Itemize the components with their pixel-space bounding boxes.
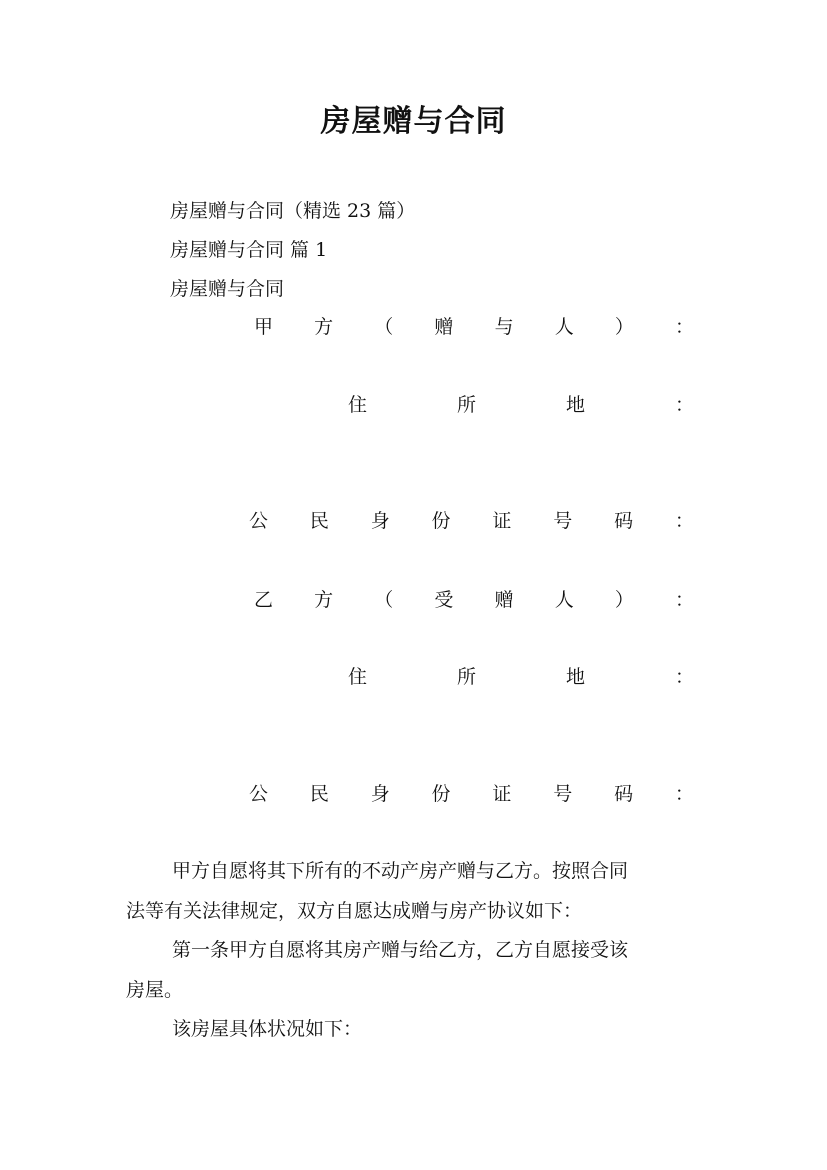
label-char: 人 xyxy=(554,316,574,338)
label-char: 乙 xyxy=(254,589,274,611)
label-char: 赠 xyxy=(494,589,514,611)
label-char: （ xyxy=(374,589,394,611)
label-char: ： xyxy=(674,394,694,416)
party-a-label xyxy=(254,314,694,340)
label-char: ） xyxy=(614,589,634,611)
label-char: 受 xyxy=(434,589,454,611)
body-line: 该房屋具体状况如下： xyxy=(172,1018,363,1040)
label-char: 人 xyxy=(554,589,574,611)
body-line: 法等有关法律规定，双方自愿达成赠与房产协议如下： xyxy=(126,900,583,922)
label-char: 证 xyxy=(492,783,512,805)
label-char: 码 xyxy=(614,510,634,532)
label-char: 码 xyxy=(614,783,634,805)
label-char: ） xyxy=(614,316,634,338)
label-char: 证 xyxy=(492,510,512,532)
label-char: ： xyxy=(674,589,694,611)
label-char: ： xyxy=(674,316,694,338)
subtitle-line: 房屋赠与合同 篇 1 xyxy=(170,239,328,261)
label-char: ： xyxy=(674,783,694,805)
label-char: 份 xyxy=(431,510,451,532)
body-line: 第一条甲方自愿将其房产赠与给乙方，乙方自愿接受该 xyxy=(172,939,629,961)
subtitle-line: 房屋赠与合同 xyxy=(170,278,285,300)
label-char: （ xyxy=(374,316,394,338)
label-char: 身 xyxy=(370,510,390,532)
label-char: ： xyxy=(674,510,694,532)
label-char: 民 xyxy=(309,510,329,532)
label-char: 民 xyxy=(309,783,329,805)
party-b-address-label xyxy=(348,664,694,690)
label-char: 号 xyxy=(553,510,573,532)
label-char: 号 xyxy=(553,783,573,805)
body-line: 房屋。 xyxy=(126,979,184,1001)
document-title: 房屋赠与合同 xyxy=(320,104,507,139)
label-char: 方 xyxy=(314,589,334,611)
label-char: 甲 xyxy=(254,316,274,338)
label-char: 方 xyxy=(314,316,334,338)
party-b-id-label xyxy=(249,781,694,807)
label-char: 所 xyxy=(456,394,476,416)
label-char: 身 xyxy=(370,783,390,805)
label-char: 所 xyxy=(456,666,476,688)
label-char: 与 xyxy=(494,316,514,338)
label-char: 住 xyxy=(348,394,368,416)
party-b-label xyxy=(254,587,694,613)
subtitle-line: 房屋赠与合同（精选 23 篇） xyxy=(170,200,416,222)
label-char: 地 xyxy=(565,394,585,416)
label-char: ： xyxy=(674,666,694,688)
party-a-id-label xyxy=(249,508,694,534)
label-char: 住 xyxy=(348,666,368,688)
label-char: 地 xyxy=(565,666,585,688)
label-char: 赠 xyxy=(434,316,454,338)
label-char: 份 xyxy=(431,783,451,805)
label-char: 公 xyxy=(249,510,269,532)
body-line: 甲方自愿将其下所有的不动产房产赠与乙方。按照合同 xyxy=(172,860,629,882)
label-char: 公 xyxy=(249,783,269,805)
party-a-address-label xyxy=(348,392,694,418)
